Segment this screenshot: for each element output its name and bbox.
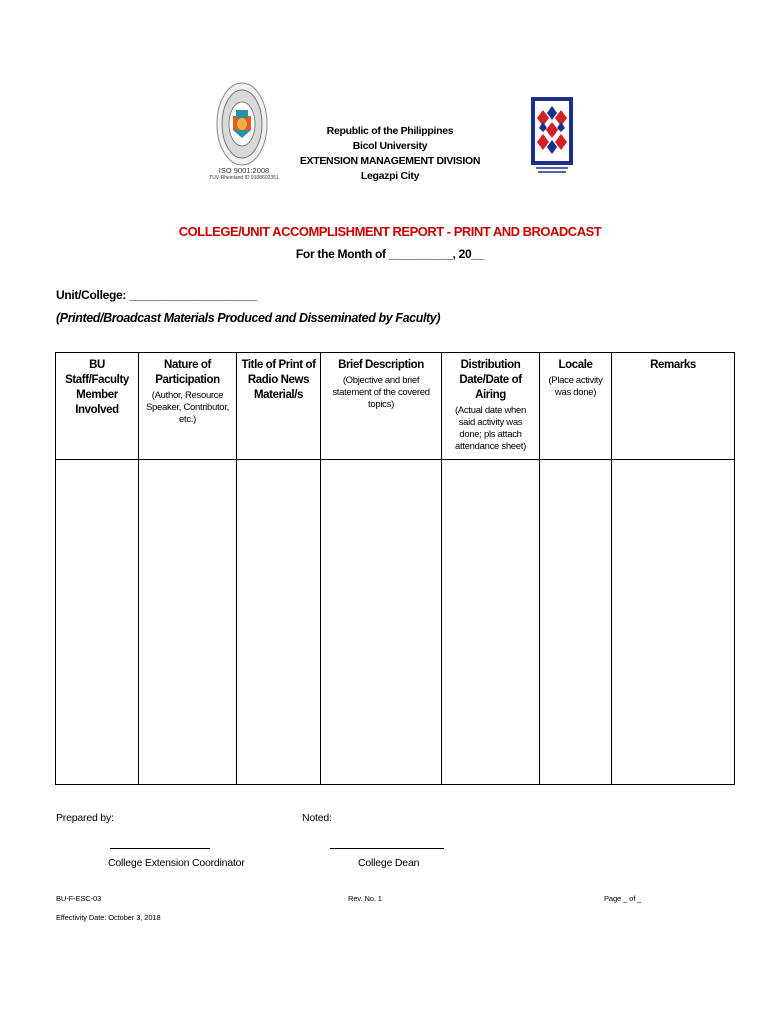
prepared-by-label: Prepared by: <box>56 812 114 824</box>
column-header-description <box>321 353 442 460</box>
form-code: BU-F-ESC-03 <box>56 894 102 903</box>
report-subtitle: (Printed/Broadcast Materials Produced and Disseminated by Faculty) <box>56 311 441 325</box>
column-header-distribution <box>442 353 540 460</box>
header-division: EXTENSION MANAGEMENT DIVISION <box>299 155 481 167</box>
column-header-staff <box>56 353 139 460</box>
table-row <box>56 460 735 785</box>
table-cell-title[interactable] <box>237 460 321 785</box>
bicol-university-seal-logo <box>216 80 268 168</box>
page-number: Page _ of _ <box>604 894 642 903</box>
extension-division-logo <box>530 96 574 176</box>
dean-role: College Dean <box>358 857 420 869</box>
column-title: BU Staff/Faculty Member Involved <box>65 359 129 416</box>
column-subtitle: (Place activity was done) <box>548 375 603 398</box>
header-city: Legazpi City <box>360 170 420 182</box>
column-header-remarks <box>612 353 735 460</box>
header-country: Republic of the Philippines <box>326 125 454 137</box>
table-cell-remarks[interactable] <box>612 460 735 785</box>
month-line: For the Month of __________, 20__ <box>295 247 485 261</box>
column-title: Remarks <box>650 359 696 371</box>
coordinator-role: College Extension Coordinator <box>108 857 245 869</box>
column-title: Brief Description <box>338 359 424 371</box>
column-title: Nature of Participation <box>155 359 220 386</box>
table-cell-staff[interactable] <box>56 460 139 785</box>
column-header-locale <box>540 353 612 460</box>
column-header-title <box>237 353 321 460</box>
coordinator-signature-line <box>110 848 210 849</box>
dean-signature-line <box>330 848 444 849</box>
iso-cert-label: ISO 9001:2008 <box>218 166 270 175</box>
column-subtitle: (Objective and brief statement of the covered topics) <box>332 375 430 410</box>
column-header-nature <box>139 353 237 460</box>
effectivity-date: Effectivity Date: October 3, 2018 <box>56 913 161 922</box>
column-title: Locale <box>558 359 593 371</box>
column-subtitle: (Author, Resource Speaker, Contributor, etc.) <box>146 390 229 425</box>
accomplishment-table <box>55 352 735 785</box>
iso-cert-sub-label: TUV Rheinland ID 9108602351 <box>209 175 279 181</box>
unit-college-line: Unit/College: ____________________ <box>56 288 257 302</box>
revision-number: Rev. No. 1 <box>348 894 382 903</box>
report-title: COLLEGE/UNIT ACCOMPLISHMENT REPORT - PRINT AND BROADCAST <box>178 224 602 239</box>
institution-header <box>270 124 510 184</box>
header-university: Bicol University <box>352 140 428 152</box>
noted-label: Noted: <box>302 812 332 824</box>
table-cell-nature[interactable] <box>139 460 237 785</box>
table-cell-description[interactable] <box>321 460 442 785</box>
column-title: Distribution Date/Date of Airing <box>459 359 522 401</box>
table-header-row <box>56 353 735 460</box>
table-cell-locale[interactable] <box>540 460 612 785</box>
column-title: Title of Print of Radio News Material/s <box>241 359 316 401</box>
column-subtitle: (Actual date when said activity was done; pls attach attendance sheet) <box>455 405 526 452</box>
table-cell-distribution[interactable] <box>442 460 540 785</box>
